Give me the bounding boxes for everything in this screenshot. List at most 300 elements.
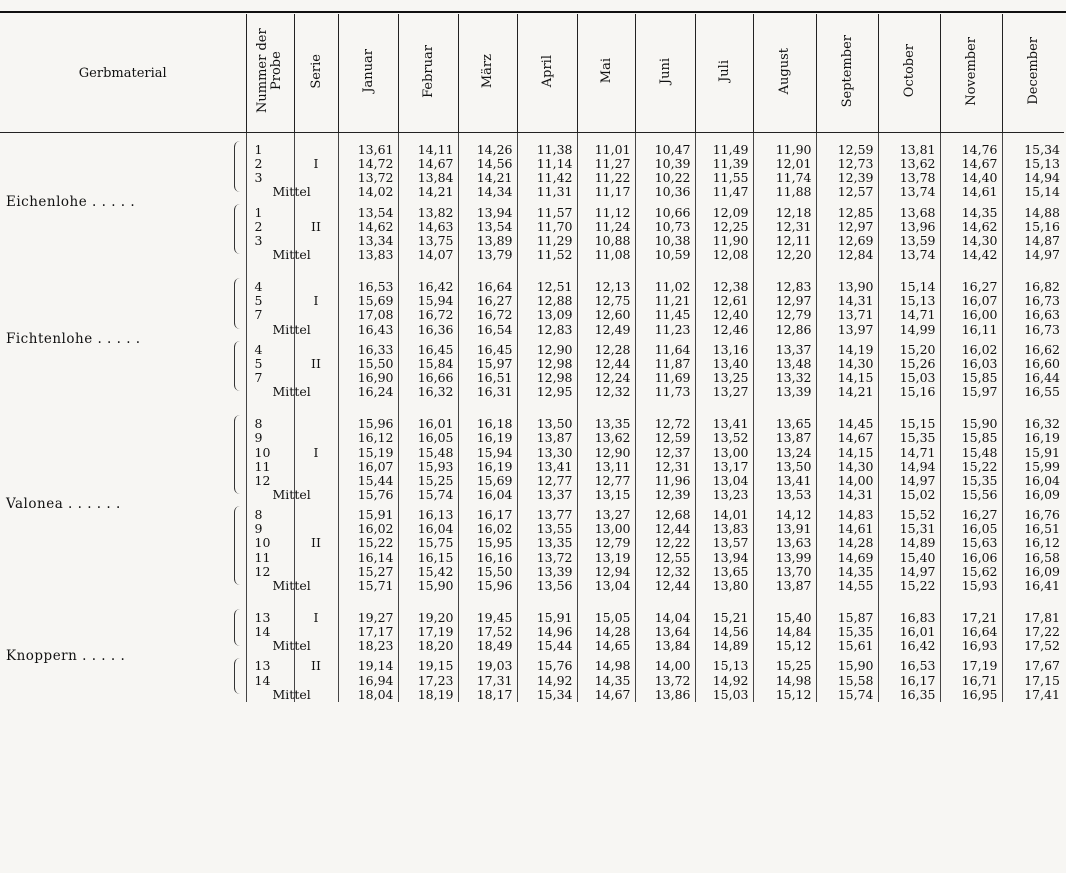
value-cell: 15,44 (357, 472, 394, 488)
mittel-value: 11,52 (536, 246, 573, 262)
mittel-value: 15,74 (417, 486, 454, 502)
value-cell: 13,87 (775, 430, 812, 446)
value-cell: 14,67 (961, 156, 998, 172)
mittel-label: Mittel (272, 686, 311, 702)
value-cell: 15,96 (357, 416, 394, 432)
value-cell: 15,22 (357, 535, 394, 551)
probe-number: 14 (254, 624, 271, 640)
value-cell: 16,66 (417, 369, 454, 385)
value-cell: 14,88 (1024, 204, 1060, 220)
value-cell: 13,48 (775, 355, 812, 371)
value-cell: 13,68 (899, 204, 936, 220)
value-cell: 16,12 (1024, 535, 1060, 551)
value-cell: 12,61 (712, 293, 749, 309)
value-cell: 13,82 (417, 204, 454, 220)
value-cell: 12,73 (837, 156, 874, 172)
month-column (1002, 133, 1064, 702)
value-cell: 12,11 (775, 232, 812, 248)
value-cell: 13,59 (899, 232, 936, 248)
value-cell: 13,35 (594, 416, 631, 432)
value-cell: 15,16 (1024, 218, 1060, 234)
value-cell: 16,27 (961, 507, 998, 523)
value-cell: 11,57 (536, 204, 573, 220)
mittel-value: 16,43 (357, 321, 394, 337)
value-cell: 15,50 (357, 355, 394, 371)
value-cell: 14,31 (837, 293, 874, 309)
mittel-value: 11,47 (712, 184, 749, 200)
serie-label: II (311, 355, 321, 371)
value-cell: 17,15 (1024, 672, 1060, 688)
mittel-value: 16,55 (1024, 384, 1060, 400)
mittel-value: 14,21 (837, 384, 874, 400)
header-probe-label: Nummer der Probe (255, 28, 284, 114)
material-label: Valonea . . . . . . (6, 496, 121, 513)
value-cell: 16,13 (417, 507, 454, 523)
value-cell: 19,20 (417, 609, 454, 625)
mittel-value: 15,12 (775, 686, 812, 702)
value-cell: 12,44 (594, 355, 631, 371)
top-rule (0, 11, 1066, 13)
mittel-value: 11,17 (594, 184, 631, 200)
probe-number: 3 (254, 170, 263, 186)
value-cell: 15,20 (899, 341, 936, 357)
mittel-value: 18,19 (417, 686, 454, 702)
serie-label: II (311, 658, 321, 674)
probe-number: 4 (254, 279, 263, 295)
value-cell: 15,95 (476, 535, 513, 551)
value-cell: 16,05 (961, 521, 998, 537)
value-cell: 15,31 (899, 521, 936, 537)
value-cell: 13,77 (536, 507, 573, 523)
value-cell: 14,00 (837, 472, 874, 488)
value-cell: 15,91 (1024, 444, 1060, 460)
value-cell: 15,13 (899, 293, 936, 309)
serie-label: I (313, 156, 319, 172)
value-cell: 16,04 (417, 521, 454, 537)
value-cell: 17,67 (1024, 658, 1060, 674)
value-cell: 12,18 (775, 204, 812, 220)
mittel-label: Mittel (272, 246, 311, 262)
value-cell: 15,69 (476, 472, 513, 488)
value-cell: 14,71 (899, 444, 936, 460)
value-cell: 16,18 (476, 416, 513, 432)
value-cell: 12,40 (712, 307, 749, 323)
value-cell: 13,50 (536, 416, 573, 432)
value-cell: 12,38 (712, 279, 749, 295)
header-month (1002, 14, 1064, 133)
mittel-label: Mittel (272, 577, 311, 593)
serie-blank (295, 551, 338, 565)
value-cell: 15,25 (417, 472, 454, 488)
value-cell: 14,12 (775, 507, 812, 523)
value-cell: 14,87 (1024, 232, 1060, 248)
serie-label: II (311, 218, 321, 234)
value-cell: 14,83 (837, 507, 874, 523)
value-cell: 11,12 (594, 204, 631, 220)
mittel-value: 18,04 (357, 686, 394, 702)
value-cell: 13,65 (712, 563, 749, 579)
value-cell: 10,47 (654, 142, 691, 157)
value-cell: 14,28 (837, 535, 874, 551)
value-cell: 16,71 (961, 672, 998, 688)
value-cell: 17,08 (357, 307, 394, 323)
value-cell: 12,31 (654, 458, 691, 474)
value-cell: 15,87 (837, 609, 874, 625)
mittel-value: 12,39 (654, 486, 691, 502)
value-cell: 15,19 (357, 444, 394, 460)
value-cell: 14,00 (654, 658, 691, 674)
value-cell: 13,09 (536, 307, 573, 323)
value-cell: 16,02 (357, 521, 394, 537)
value-cell: 13,55 (536, 521, 573, 537)
value-cell: 11,90 (712, 232, 749, 248)
month-label: Januar (360, 49, 376, 93)
value-cell: 16,14 (357, 549, 394, 565)
value-cell: 17,21 (961, 609, 998, 625)
serie-blank (295, 417, 338, 431)
value-cell: 13,64 (654, 624, 691, 640)
serie-column (294, 133, 338, 702)
mittel-value: 12,44 (654, 577, 691, 593)
value-cell: 13,40 (712, 355, 749, 371)
value-cell: 12,94 (594, 563, 631, 579)
value-cell: 15,75 (417, 535, 454, 551)
serie-blank (295, 206, 338, 220)
month-column (577, 133, 635, 702)
mittel-value: 15,93 (961, 577, 998, 593)
header-month (458, 14, 517, 133)
mittel-value: 11,08 (594, 246, 631, 262)
value-cell: 14,98 (594, 658, 631, 674)
value-cell: 11,42 (536, 170, 573, 186)
value-cell: 16,16 (476, 549, 513, 565)
value-cell: 11,24 (594, 218, 631, 234)
mittel-value: 14,21 (417, 184, 454, 200)
mittel-value: 10,36 (654, 184, 691, 200)
series-brace (234, 415, 241, 494)
mittel-value: 15,12 (775, 638, 812, 654)
value-cell: 14,71 (899, 307, 936, 323)
value-cell: 11,21 (654, 293, 691, 309)
mittel-value: 16,73 (1024, 321, 1060, 337)
value-cell: 13,63 (775, 535, 812, 551)
mittel-value: 13,80 (712, 577, 749, 593)
mittel-value: 18,20 (417, 638, 454, 654)
value-cell: 13,17 (712, 458, 749, 474)
value-cell: 13,94 (476, 204, 513, 220)
value-cell: 15,13 (712, 658, 749, 674)
probe-number: 7 (254, 369, 263, 385)
value-cell: 16,32 (1024, 416, 1060, 432)
month-column (517, 133, 577, 702)
mittel-value: 13,39 (775, 384, 812, 400)
value-cell: 13,96 (899, 218, 936, 234)
value-cell: 14,62 (357, 218, 394, 234)
value-cell: 14,35 (837, 563, 874, 579)
probe-number: 4 (254, 341, 263, 357)
value-cell: 15,13 (1024, 156, 1060, 172)
month-label: April (539, 54, 555, 88)
value-cell: 16,07 (961, 293, 998, 309)
mittel-label: Mittel (272, 638, 311, 654)
value-cell: 17,52 (476, 624, 513, 640)
value-cell: 12,77 (536, 472, 573, 488)
mittel-value: 13,74 (899, 246, 936, 262)
value-cell: 13,62 (594, 430, 631, 446)
value-cell: 16,82 (1024, 279, 1060, 295)
month-label: Februar (420, 44, 436, 98)
mittel-value: 14,02 (357, 184, 394, 200)
mittel-value: 16,95 (961, 686, 998, 702)
series-brace (234, 506, 241, 585)
probe-number: 12 (254, 563, 271, 579)
material-column (0, 133, 246, 702)
mittel-value: 18,17 (476, 686, 513, 702)
mittel-value: 12,46 (712, 321, 749, 337)
mittel-value: 12,84 (837, 246, 874, 262)
value-cell: 14,94 (1024, 170, 1060, 186)
value-cell: 13,35 (536, 535, 573, 551)
mittel-value: 18,49 (476, 638, 513, 654)
value-cell: 15,99 (1024, 458, 1060, 474)
value-cell: 14,28 (594, 624, 631, 640)
value-cell: 16,94 (357, 672, 394, 688)
value-cell: 15,76 (536, 658, 573, 674)
value-cell: 16,01 (899, 624, 936, 640)
value-cell: 10,39 (654, 156, 691, 172)
mittel-value: 14,65 (594, 638, 631, 654)
value-cell: 11,27 (594, 156, 631, 172)
value-cell: 16,27 (961, 279, 998, 295)
month-label: December (1025, 37, 1041, 105)
value-cell: 11,49 (712, 142, 749, 157)
series-brace (234, 278, 241, 329)
mittel-value: 15,97 (961, 384, 998, 400)
mittel-value: 15,02 (899, 486, 936, 502)
series-brace (234, 658, 241, 694)
mittel-value: 16,31 (476, 384, 513, 400)
header-month (635, 14, 695, 133)
value-cell: 13,41 (712, 416, 749, 432)
mittel-value: 12,20 (775, 246, 812, 262)
serie-label: I (313, 609, 319, 625)
value-cell: 13,71 (837, 307, 874, 323)
month-label: März (480, 53, 495, 89)
value-cell: 12,98 (536, 355, 573, 371)
mittel-value: 11,73 (654, 384, 691, 400)
value-cell: 12,83 (775, 279, 812, 295)
value-cell: 17,22 (1024, 624, 1060, 640)
value-cell: 11,39 (712, 156, 749, 172)
value-cell: 16,72 (417, 307, 454, 323)
value-cell: 12,79 (775, 307, 812, 323)
value-cell: 13,41 (536, 458, 573, 474)
probe-number: 9 (254, 521, 263, 537)
series-brace (234, 341, 241, 392)
serie-label: II (311, 535, 321, 551)
month-label: Juni (657, 57, 673, 85)
value-cell: 16,27 (476, 293, 513, 309)
probe-number: 10 (254, 535, 271, 551)
mittel-value: 15,56 (961, 486, 998, 502)
value-cell: 14,40 (961, 170, 998, 186)
probe-number: 5 (254, 293, 263, 309)
value-cell: 16,42 (417, 279, 454, 295)
serie-blank (295, 474, 338, 488)
probe-number: 2 (254, 218, 263, 234)
header-probe (246, 14, 294, 133)
value-cell: 16,02 (476, 521, 513, 537)
value-cell: 15,91 (357, 507, 394, 523)
mittel-label: Mittel (272, 384, 311, 400)
value-cell: 13,90 (837, 279, 874, 295)
serie-blank (295, 280, 338, 294)
serie-blank (295, 371, 338, 385)
month-column (458, 133, 517, 702)
value-cell: 13,91 (775, 521, 812, 537)
mittel-value: 15,90 (417, 577, 454, 593)
mittel-value: 13,83 (357, 246, 394, 262)
value-cell: 14,89 (899, 535, 936, 551)
value-cell: 15,22 (961, 458, 998, 474)
value-cell: 15,52 (899, 507, 936, 523)
header-month (753, 14, 816, 133)
probe-number: 1 (254, 142, 263, 157)
value-cell: 19,14 (357, 658, 394, 674)
month-column (635, 133, 695, 702)
body-row (0, 133, 1064, 702)
value-cell: 17,81 (1024, 609, 1060, 625)
value-cell: 13,04 (712, 472, 749, 488)
mittel-value: 14,34 (476, 184, 513, 200)
value-cell: 19,15 (417, 658, 454, 674)
mittel-value: 13,53 (775, 486, 812, 502)
value-cell: 15,40 (775, 609, 812, 625)
mittel-value: 12,32 (594, 384, 631, 400)
value-cell: 14,30 (837, 355, 874, 371)
value-cell: 16,19 (1024, 430, 1060, 446)
mittel-value: 13,97 (837, 321, 874, 337)
value-cell: 14,35 (961, 204, 998, 220)
serie-blank (295, 565, 338, 579)
value-cell: 12,90 (536, 341, 573, 357)
serie-blank (295, 171, 338, 185)
mittel-value: 14,07 (417, 246, 454, 262)
value-cell: 14,67 (417, 156, 454, 172)
mittel-value: 16,54 (476, 321, 513, 337)
value-cell: 13,24 (775, 444, 812, 460)
value-cell: 14,62 (961, 218, 998, 234)
value-cell: 13,83 (712, 521, 749, 537)
mittel-value: 11,88 (775, 184, 812, 200)
value-cell: 16,45 (476, 341, 513, 357)
value-cell: 16,03 (961, 355, 998, 371)
value-cell: 16,01 (417, 416, 454, 432)
value-cell: 14,11 (417, 142, 454, 157)
month-label: August (777, 47, 792, 95)
probe-column (246, 133, 311, 702)
value-cell: 13,99 (775, 549, 812, 565)
value-cell: 11,74 (775, 170, 812, 186)
mittel-value: 12,49 (594, 321, 631, 337)
value-cell: 11,45 (654, 307, 691, 323)
probe-number: 11 (254, 549, 271, 565)
month-label: November (963, 36, 979, 106)
value-cell: 14,92 (712, 672, 749, 688)
value-cell: 13,16 (712, 341, 749, 357)
mittel-value: 12,86 (775, 321, 812, 337)
month-column (695, 133, 753, 702)
value-cell: 15,27 (357, 563, 394, 579)
value-cell: 14,96 (536, 624, 573, 640)
probe-number: 1 (254, 204, 263, 220)
value-cell: 14,45 (837, 416, 874, 432)
header-month (517, 14, 577, 133)
series-brace (234, 141, 241, 192)
mittel-value: 13,04 (594, 577, 631, 593)
value-cell: 12,22 (654, 535, 691, 551)
value-cell: 13,72 (357, 170, 394, 186)
value-cell: 15,63 (961, 535, 998, 551)
month-label: October (901, 44, 917, 98)
value-cell: 15,42 (417, 563, 454, 579)
serie-blank (295, 674, 338, 688)
value-cell: 15,48 (417, 444, 454, 460)
serie-label: I (313, 444, 319, 460)
value-cell: 13,34 (357, 232, 394, 248)
value-cell: 12,97 (837, 218, 874, 234)
probe-number: 8 (254, 416, 263, 432)
value-cell: 14,04 (654, 609, 691, 625)
value-cell: 15,03 (899, 369, 936, 385)
value-cell: 15,14 (899, 279, 936, 295)
month-label: Mai (598, 58, 614, 84)
month-column (398, 133, 458, 702)
mittel-value: 11,31 (536, 184, 573, 200)
value-cell: 10,88 (594, 232, 631, 248)
probe-number: 14 (254, 672, 271, 688)
value-cell: 13,19 (594, 549, 631, 565)
data-table (0, 14, 1064, 702)
mittel-value: 10,59 (654, 246, 691, 262)
value-cell: 14,97 (899, 563, 936, 579)
mittel-value: 15,74 (837, 686, 874, 702)
value-cell: 13,87 (536, 430, 573, 446)
mittel-value: 14,42 (961, 246, 998, 262)
value-cell: 13,78 (899, 170, 936, 186)
value-cell: 15,15 (899, 416, 936, 432)
value-cell: 14,69 (837, 549, 874, 565)
value-cell: 10,73 (654, 218, 691, 234)
value-cell: 12,39 (837, 170, 874, 186)
value-cell: 14,21 (476, 170, 513, 186)
probe-number: 5 (254, 355, 263, 371)
serie-label: I (313, 293, 319, 309)
serie-blank (295, 343, 338, 357)
probe-number: 9 (254, 430, 263, 446)
value-cell: 11,55 (712, 170, 749, 186)
value-cell: 14,01 (712, 507, 749, 523)
value-cell: 12,60 (594, 307, 631, 323)
mittel-value: 17,41 (1024, 686, 1060, 702)
value-cell: 16,51 (476, 369, 513, 385)
mittel-value: 14,97 (1024, 246, 1060, 262)
value-cell: 13,89 (476, 232, 513, 248)
value-cell: 12,69 (837, 232, 874, 248)
probe-number: 13 (254, 609, 271, 625)
mittel-label: Mittel (272, 321, 311, 337)
value-cell: 14,63 (417, 218, 454, 234)
